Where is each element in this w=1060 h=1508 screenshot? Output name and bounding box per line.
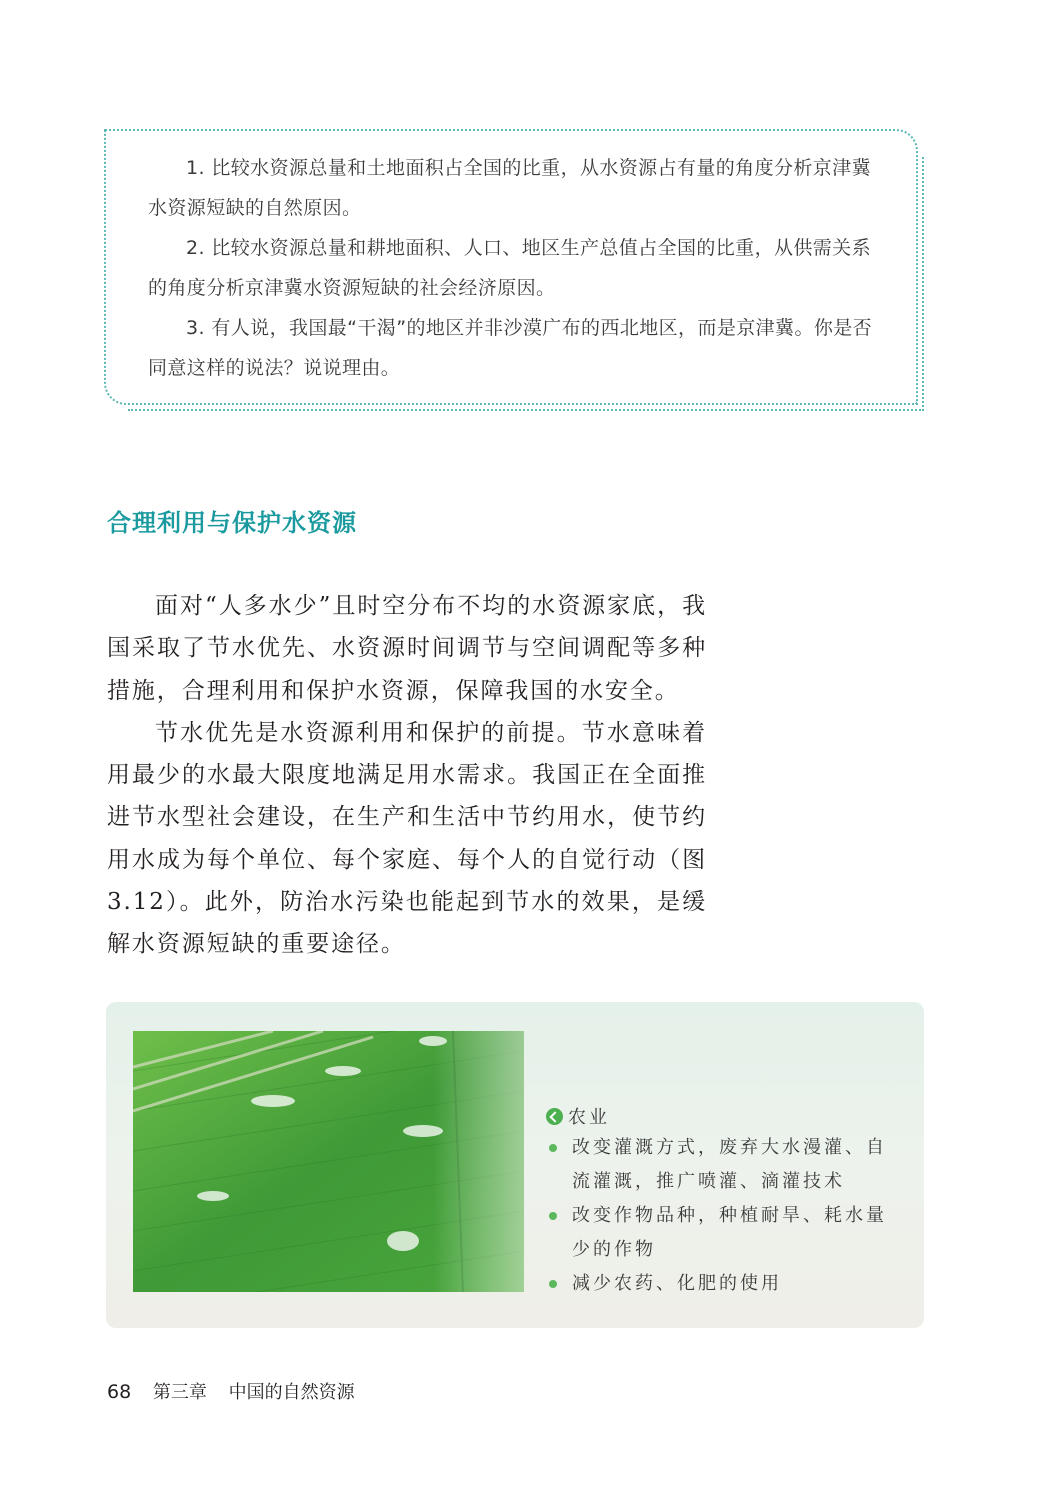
figure-caption [546,1101,906,1301]
arrow-left-icon [546,1108,563,1125]
chapter-label: 第三章 [152,1382,207,1403]
page-number: 68 [107,1381,132,1403]
paragraph-2: 节水优先是水资源利用和保护的前提。节水意味着用最少的水最大限度地满足用水需求。我国正在全面推进节水型社会建设，在生产和生活中节约用水，使节约用水成为每个单位、每个家庭、每个人的自觉行动（图3.12）。此外，防治水污染也能起到节水的效果，是缓解水资源短缺的重要途径。 [107,719,707,958]
question-1: 1. 比较水资源总量和土地面积占全国的比重，从水资源占有量的角度分析京津冀水资源短缺的自然原因。 [148,157,871,219]
caption-item-text: 改变作物品种，种植耐旱、耗水量少的作物 [572,1205,887,1260]
caption-item [546,1199,906,1267]
caption-item [546,1267,906,1301]
irrigation-photo [133,1031,524,1292]
body-text [107,585,707,966]
caption-item-text: 减少农药、化肥的使用 [572,1273,782,1294]
bullet-icon [549,1144,557,1152]
caption-heading [546,1101,906,1131]
caption-item-text: 改变灌溉方式，废弃大水漫灌、自流灌溉，推广喷灌、滴灌技术 [572,1137,887,1192]
section-title: 合理利用与保护水资源 [107,509,357,537]
field-image [133,1031,524,1292]
activity-box-shadow-right [922,157,926,411]
activity-box-shadow [128,409,924,415]
question-3: 3. 有人说，我国最“干渴”的地区并非沙漠广布的西北地区，而是京津冀。你是否同意这样的说法？说说理由。 [148,317,873,379]
caption-heading-text: 农业 [568,1107,610,1128]
question-2: 2. 比较水资源总量和耕地面积、人口、地区生产总值占全国的比重，从供需关系的角度分析京津冀水资源短缺的社会经济原因。 [148,237,871,299]
page-footer [107,1378,355,1404]
paragraph-1: 面对“人多水少”且时空分布不均的水资源家底，我国采取了节水优先、水资源时间调节与空间调配等多种措施，合理利用和保护水资源，保障我国的水安全。 [107,593,707,704]
bullet-icon [549,1280,557,1288]
chapter-title: 中国的自然资源 [228,1382,355,1403]
caption-item [546,1131,906,1199]
bullet-icon [549,1212,557,1220]
